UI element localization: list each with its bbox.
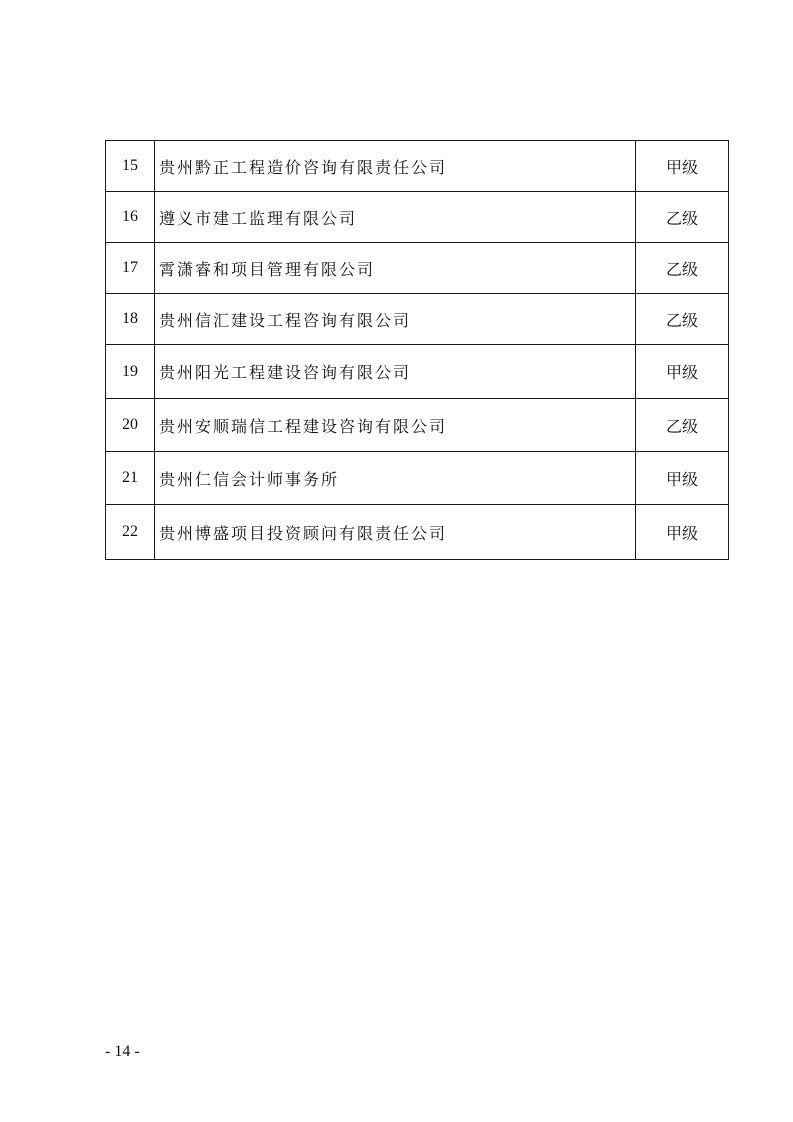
table-row (106, 243, 729, 294)
table-row (106, 192, 729, 243)
company-table (105, 140, 729, 560)
qualification-grade: 甲级 (636, 345, 729, 399)
row-number: 20 (106, 399, 155, 452)
row-number: 15 (106, 141, 155, 192)
row-number: 22 (106, 505, 155, 560)
company-name: 贵州阳光工程建设咨询有限公司 (155, 345, 636, 399)
qualification-grade: 甲级 (636, 505, 729, 560)
row-number: 21 (106, 452, 155, 505)
company-name: 遵义市建工监理有限公司 (155, 192, 636, 243)
row-number: 18 (106, 294, 155, 345)
table-row (106, 345, 729, 399)
row-number: 16 (106, 192, 155, 243)
qualification-grade: 乙级 (636, 294, 729, 345)
company-name: 霄潇睿和项目管理有限公司 (155, 243, 636, 294)
table-row (106, 452, 729, 505)
qualification-grade: 甲级 (636, 141, 729, 192)
qualification-grade: 甲级 (636, 452, 729, 505)
qualification-grade: 乙级 (636, 192, 729, 243)
page-number: - 14 - (105, 1043, 140, 1060)
table-row (106, 505, 729, 560)
company-name: 贵州信汇建设工程咨询有限公司 (155, 294, 636, 345)
table-row (106, 294, 729, 345)
company-name: 贵州安顺瑞信工程建设咨询有限公司 (155, 399, 636, 452)
row-number: 17 (106, 243, 155, 294)
company-name: 贵州黔正工程造价咨询有限责任公司 (155, 141, 636, 192)
company-name: 贵州仁信会计师事务所 (155, 452, 636, 505)
table-row (106, 399, 729, 452)
table-row (106, 141, 729, 192)
company-name: 贵州博盛项目投资顾问有限责任公司 (155, 505, 636, 560)
qualification-grade: 乙级 (636, 399, 729, 452)
row-number: 19 (106, 345, 155, 399)
qualification-grade: 乙级 (636, 243, 729, 294)
